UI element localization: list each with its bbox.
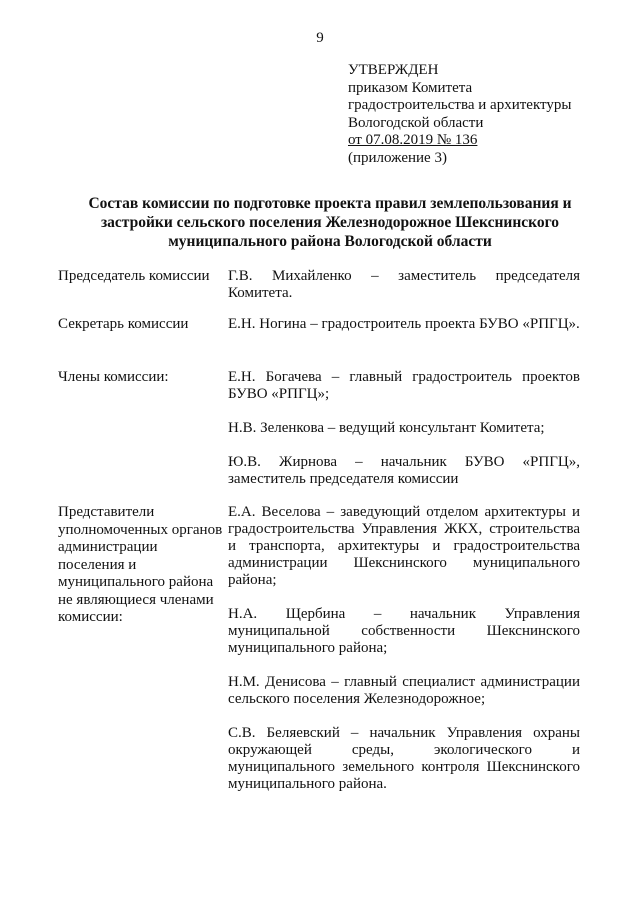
member-entry: Е.А. Веселова – заведующий отделом архитектуры и градостроительства Управления ЖКХ, строительства и транспорта, архитектуры и градостроительства администрации Шекснинского муниципального района;	[228, 504, 580, 588]
member-list	[228, 504, 580, 793]
document-title	[70, 194, 590, 251]
role-label: Секретарь комиссии	[58, 316, 189, 332]
role-label: Члены комиссии:	[58, 369, 169, 385]
role-label: Председатель комиссии	[58, 268, 210, 284]
approval-stamp	[348, 62, 571, 167]
title-line: Состав комиссии по подготовке проекта правил землепользования и	[88, 195, 572, 212]
title-line: застройки сельского поселения Железнодорожное Шекснинского	[100, 214, 560, 231]
member-entry: Н.А. Щербина – начальник Управления муниципальной собственности Шекснинского муниципального района;	[228, 606, 580, 656]
member-entry: Е.Н. Ногина – градостроитель проекта БУВО «РПГЦ».	[228, 316, 580, 332]
member-list	[228, 316, 580, 333]
member-entry: Г.В. Михайленко – заместитель председателя Комитета.	[228, 268, 580, 301]
member-entry: Н.М. Денисова – главный специалист администрации сельского поселения Железнодорожное;	[228, 674, 580, 707]
member-list	[228, 369, 580, 488]
approval-appendix: (приложение 3)	[348, 149, 447, 166]
member-entry: Е.Н. Богачева – главный градостроитель проектов БУВО «РПГЦ»;	[228, 369, 580, 402]
approval-line: градостроительства и архитектуры	[348, 97, 572, 113]
approval-order-number: от 07.08.2019 № 136	[348, 132, 478, 148]
member-entry: С.В. Беляевский – начальник Управления охраны окружающей среды, экологического и муниципального земельного контроля Шекснинского муниципального района.	[228, 725, 580, 792]
member-list	[228, 268, 580, 302]
title-line: муниципального района Вологодской области	[168, 233, 492, 250]
page-number: 9	[316, 30, 324, 46]
member-entry: Ю.В. Жирнова – начальник БУВО «РПГЦ», заместитель председателя комиссии	[228, 454, 580, 487]
role-label: Представители уполномоченных органов администрации поселения и муниципального района не являющиеся членами комиссии:	[58, 504, 223, 625]
approval-line: Вологодской области	[348, 114, 484, 131]
approval-heading: УТВЕРЖДЕН	[348, 62, 439, 78]
member-entry: Н.В. Зеленкова – ведущий консультант Комитета;	[228, 420, 545, 436]
approval-line: приказом Комитета	[348, 79, 473, 96]
